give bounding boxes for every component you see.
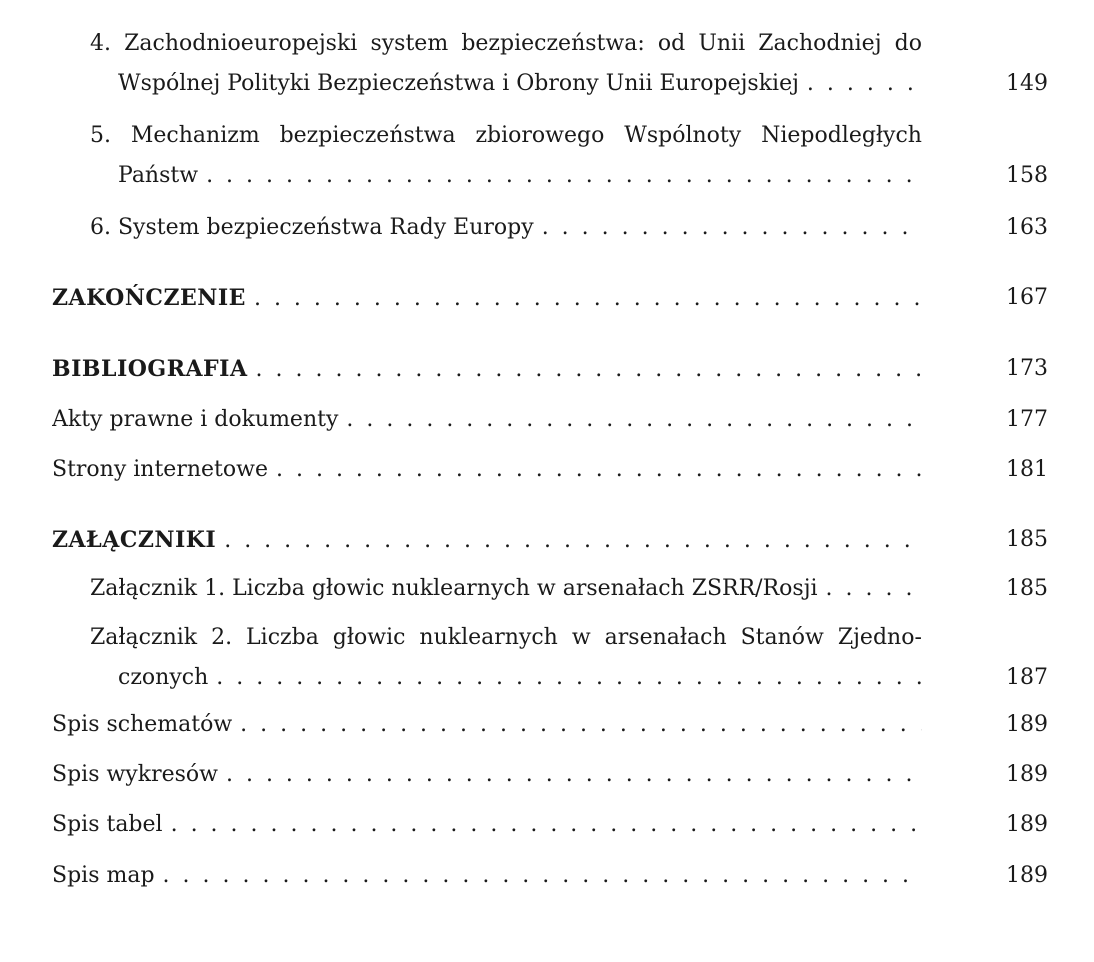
toc-word: Zachodniej [758, 31, 882, 56]
toc-entry-spis-map[interactable] [52, 856, 1048, 896]
toc-chapter-title: ZAKOŃCZENIE [52, 285, 246, 311]
toc-page-number: 187 [1006, 665, 1048, 690]
toc-entry-title: Wspólnej Polityki Bezpieczeństwa i Obrony Unii Europejskiej [118, 71, 799, 96]
toc-word: Stanów [740, 625, 824, 650]
toc-entry-title: 6. System bezpieczeństwa Rady Europy [90, 215, 534, 240]
toc-chapter-title: ZAŁĄCZNIKI [52, 527, 217, 553]
toc-leader-dots [216, 521, 922, 561]
toc-entry-line [52, 278, 1048, 318]
toc-entry-title: Akty prawne i dokumenty [52, 407, 339, 432]
toc-leader-dots [208, 658, 922, 698]
toc-entry-line [52, 400, 1048, 440]
toc-entry-title: Spis schematów [52, 712, 233, 737]
toc-page-number: 149 [1006, 71, 1048, 96]
toc-entry-title: Strony internetowe [52, 457, 268, 482]
toc-page-number: 185 [1006, 527, 1048, 552]
toc-word: system [370, 31, 449, 56]
toc-entry-title: Spis map [52, 863, 155, 888]
toc-entry-bibliografia[interactable] [52, 349, 1048, 389]
toc-leader-dots [534, 208, 922, 248]
toc-leader-dots [268, 450, 922, 490]
toc-entry-line [90, 569, 1048, 609]
toc-entry-5-line-1 [90, 116, 922, 156]
toc-word: 2. [211, 625, 233, 650]
toc-word: Załącznik [90, 625, 198, 650]
toc-word: głowic [332, 625, 406, 650]
toc-word: Mechanizm [130, 123, 260, 148]
toc-entry-line [52, 856, 1048, 896]
toc-leader-dots [248, 350, 922, 390]
toc-entry-5[interactable] [90, 116, 1048, 196]
toc-page-number: 189 [1006, 762, 1048, 787]
toc-leader-dots [246, 279, 922, 319]
toc-page-number: 189 [1006, 712, 1048, 737]
toc-leader-dots [799, 64, 922, 104]
toc-word: w [571, 625, 591, 650]
toc-word: Wspólnoty [624, 123, 742, 148]
toc-leader-dots [818, 569, 922, 609]
toc-entry-spis-schematow[interactable] [52, 705, 1048, 745]
toc-entry-zalacznik-2-line-2 [90, 658, 1048, 698]
toc-leader-dots [338, 400, 922, 440]
toc-entry-line [52, 450, 1048, 490]
toc-entry-zalacznik-1[interactable] [90, 569, 1048, 609]
toc-entry-4-line-1 [90, 24, 922, 64]
toc-entry-spis-tabel[interactable] [52, 805, 1048, 845]
toc-word: bezpieczeństwa [279, 123, 456, 148]
toc-entry-4-line-2 [90, 64, 1048, 104]
toc-word: Unii [698, 31, 746, 56]
toc-page-number: 163 [1006, 215, 1048, 240]
toc-chapter-title: BIBLIOGRAFIA [52, 356, 248, 382]
toc-entry-spis-wykresow[interactable] [52, 755, 1048, 795]
toc-entry-line [52, 755, 1048, 795]
toc-entry-zalaczniki[interactable] [52, 520, 1048, 560]
toc-entry-zalacznik-2[interactable] [90, 618, 1048, 698]
toc-entry-line [52, 805, 1048, 845]
toc-word: Niepodległych [761, 123, 922, 148]
toc-word: od [657, 31, 686, 56]
toc-word: zbiorowego [475, 123, 605, 148]
toc-page-number: 173 [1006, 356, 1048, 381]
toc-leader-dots [232, 705, 922, 745]
toc-entry-line [52, 705, 1048, 745]
toc-page-number: 167 [1006, 285, 1048, 310]
toc-word: 4. [90, 31, 111, 56]
toc-entry-5-line-2 [90, 156, 1048, 196]
toc-entry-zalacznik-2-line-1 [90, 618, 922, 658]
toc-entry-line [90, 208, 1048, 248]
toc-word: 5. [90, 123, 111, 148]
toc-word: nuklearnych [419, 625, 558, 650]
toc-entry-title: Państw [118, 163, 199, 188]
toc-word: bezpieczeństwa: [461, 31, 645, 56]
toc-word: Zjedno- [837, 625, 922, 650]
toc-entry-line [52, 349, 1048, 389]
toc-entry-zakonczenie[interactable] [52, 278, 1048, 318]
toc-page-number: 177 [1006, 407, 1048, 432]
toc-word: arsenałach [604, 625, 727, 650]
toc-page-number: 189 [1006, 812, 1048, 837]
toc-word: do [894, 31, 922, 56]
toc-entry-title: czonych [118, 665, 209, 690]
toc-entry-strony-internetowe[interactable] [52, 450, 1048, 490]
toc-page-number: 185 [1006, 576, 1048, 601]
toc-page-number: 158 [1006, 163, 1048, 188]
toc-entry-6[interactable] [90, 208, 1048, 248]
toc-entry-akty-prawne[interactable] [52, 400, 1048, 440]
toc-entry-4[interactable] [90, 24, 1048, 104]
toc-leader-dots [218, 755, 922, 795]
toc-word: Liczba [246, 625, 319, 650]
toc-page-number: 189 [1006, 863, 1048, 888]
toc-leader-dots [198, 156, 922, 196]
toc-leader-dots [155, 856, 922, 896]
toc-word: Zachodnioeuropejski [124, 31, 358, 56]
toc-page-number: 181 [1006, 457, 1048, 482]
toc-leader-dots [163, 805, 922, 845]
toc-entry-title: Spis tabel [52, 812, 163, 837]
toc-entry-title: Załącznik 1. Liczba głowic nuklearnych w arsenałach ZSRR/Rosji [90, 576, 818, 601]
toc-entry-title: Spis wykresów [52, 762, 218, 787]
toc-entry-line [52, 520, 1048, 560]
